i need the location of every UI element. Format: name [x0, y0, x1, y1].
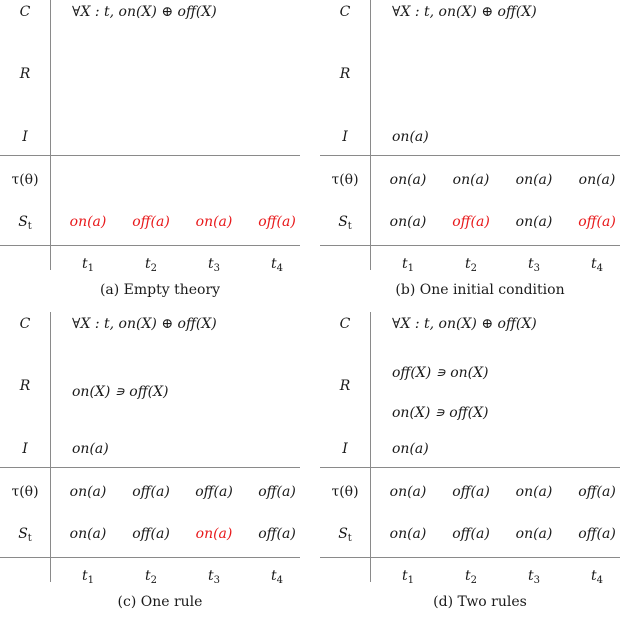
row-label-s: $S_t$ [18, 526, 32, 544]
horizontal-divider [0, 245, 300, 246]
state-cell: on(a) [515, 526, 553, 542]
tau-cell: on(a) [578, 172, 616, 188]
time-label: $t_1$ [81, 256, 95, 274]
time-label: $t_4$ [590, 568, 604, 586]
state-cell: on(a) [195, 526, 233, 542]
state-cell: on(a) [69, 526, 107, 542]
horizontal-divider [320, 557, 620, 558]
constraint-formula: ∀X : t, on(X) ⊕ off(X) [392, 316, 537, 332]
time-label-subscript: 3 [213, 575, 221, 586]
rule-formula: on(X) ∍ off(X) [72, 384, 169, 400]
row-label-s-subscript: t [27, 221, 32, 232]
row-label-c: C [339, 4, 351, 20]
row-label-tau: τ(θ) [331, 484, 359, 500]
time-label: $t_2$ [464, 568, 478, 586]
horizontal-divider [320, 245, 620, 246]
time-label-subscript: 3 [533, 575, 541, 586]
panel-d [320, 312, 640, 621]
panel-caption: (c) One rule [117, 594, 203, 610]
time-label-subscript: 4 [596, 575, 604, 586]
horizontal-divider [0, 557, 300, 558]
state-cell: on(a) [389, 214, 427, 230]
panel-caption: (a) Empty theory [99, 282, 221, 298]
tau-cell: on(a) [515, 172, 553, 188]
row-label-r: R [19, 66, 31, 82]
constraint-formula: ∀X : t, on(X) ⊕ off(X) [72, 316, 217, 332]
state-cell: off(a) [578, 214, 616, 230]
tau-cell: off(a) [578, 484, 616, 500]
time-label-subscript: 2 [150, 575, 158, 586]
time-label: $t_4$ [270, 568, 284, 586]
row-label-s-subscript: t [347, 221, 352, 232]
state-cell: off(a) [132, 526, 170, 542]
time-label: $t_3$ [527, 568, 541, 586]
rule-formula: off(X) ∍ on(X) [392, 365, 489, 381]
initial-condition: on(a) [72, 441, 109, 457]
state-cell: off(a) [258, 526, 296, 542]
tau-cell: off(a) [258, 484, 296, 500]
time-label: $t_1$ [81, 568, 95, 586]
state-cell: off(a) [452, 526, 490, 542]
row-label-i: I [342, 129, 348, 145]
horizontal-divider [0, 467, 300, 468]
row-label-s: $S_t$ [338, 526, 352, 544]
initial-condition: on(a) [392, 441, 429, 457]
state-cell: off(a) [132, 214, 170, 230]
state-cell: on(a) [69, 214, 107, 230]
row-label-s-subscript: t [347, 533, 352, 544]
time-label-subscript: 2 [150, 263, 158, 274]
time-label-subscript: 2 [470, 263, 478, 274]
vertical-divider [50, 312, 51, 582]
panel-c [0, 312, 320, 621]
state-cell: on(a) [195, 214, 233, 230]
row-label-i: I [342, 441, 348, 457]
tau-cell: on(a) [389, 484, 427, 500]
time-label-subscript: 1 [407, 575, 415, 586]
time-label: $t_1$ [401, 568, 415, 586]
panel-caption: (d) Two rules [433, 594, 527, 610]
horizontal-divider [0, 155, 300, 156]
vertical-divider [370, 0, 371, 270]
tau-cell: on(a) [389, 172, 427, 188]
tau-cell: off(a) [132, 484, 170, 500]
time-label: $t_1$ [401, 256, 415, 274]
row-label-s-subscript: t [27, 533, 32, 544]
tau-cell: on(a) [452, 172, 490, 188]
vertical-divider [50, 0, 51, 270]
row-label-s: $S_t$ [18, 214, 32, 232]
row-label-c: C [19, 316, 31, 332]
panel-b [320, 0, 640, 309]
panel-caption: (b) One initial condition [395, 282, 565, 298]
tau-cell: on(a) [69, 484, 107, 500]
time-label: $t_2$ [464, 256, 478, 274]
row-label-tau: τ(θ) [11, 172, 39, 188]
row-label-c: C [339, 316, 351, 332]
time-label: $t_3$ [207, 256, 221, 274]
row-label-r: R [339, 66, 351, 82]
constraint-formula: ∀X : t, on(X) ⊕ off(X) [72, 4, 217, 20]
time-label-subscript: 1 [407, 263, 415, 274]
row-label-r: R [339, 378, 351, 394]
state-cell: off(a) [578, 526, 616, 542]
tau-cell: off(a) [452, 484, 490, 500]
time-label-subscript: 4 [276, 575, 284, 586]
state-cell: off(a) [258, 214, 296, 230]
time-label-subscript: 1 [87, 575, 95, 586]
horizontal-divider [320, 155, 620, 156]
time-label: $t_4$ [270, 256, 284, 274]
time-label-subscript: 3 [533, 263, 541, 274]
row-label-tau: τ(θ) [11, 484, 39, 500]
time-label: $t_2$ [144, 256, 158, 274]
row-label-i: I [22, 441, 28, 457]
row-label-c: C [19, 4, 31, 20]
rule-formula: on(X) ∍ off(X) [392, 405, 489, 421]
tau-cell: off(a) [195, 484, 233, 500]
row-label-tau: τ(θ) [331, 172, 359, 188]
tau-cell: on(a) [515, 484, 553, 500]
row-label-r: R [19, 378, 31, 394]
constraint-formula: ∀X : t, on(X) ⊕ off(X) [392, 4, 537, 20]
time-label-subscript: 3 [213, 263, 221, 274]
time-label: $t_3$ [207, 568, 221, 586]
state-cell: on(a) [515, 214, 553, 230]
time-label-subscript: 4 [276, 263, 284, 274]
state-cell: off(a) [452, 214, 490, 230]
time-label-subscript: 1 [87, 263, 95, 274]
panel-a [0, 0, 320, 309]
time-label: $t_2$ [144, 568, 158, 586]
time-label-subscript: 2 [470, 575, 478, 586]
state-cell: on(a) [389, 526, 427, 542]
vertical-divider [370, 312, 371, 582]
initial-condition: on(a) [392, 129, 429, 145]
row-label-i: I [22, 129, 28, 145]
horizontal-divider [320, 467, 620, 468]
time-label: $t_3$ [527, 256, 541, 274]
time-label-subscript: 4 [596, 263, 604, 274]
row-label-s: $S_t$ [338, 214, 352, 232]
time-label: $t_4$ [590, 256, 604, 274]
